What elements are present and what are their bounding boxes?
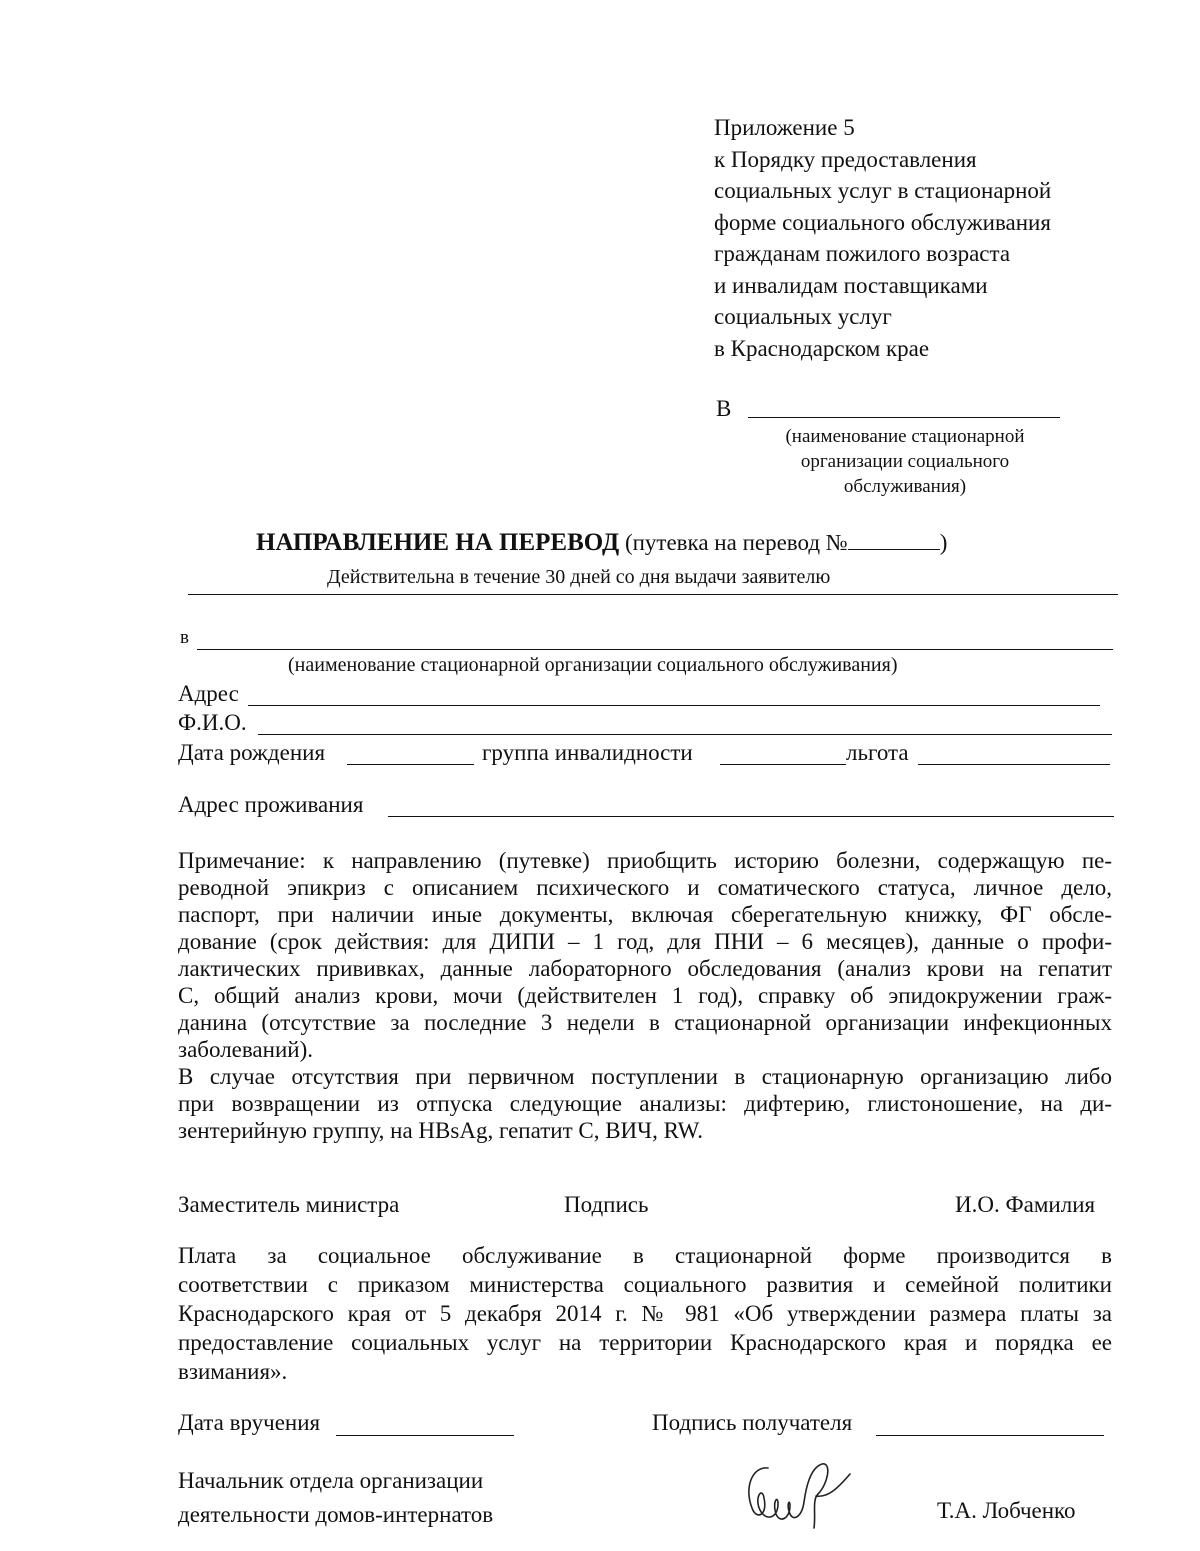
- payment-line: Краснодарского края от 5 декабря 2014 г. № 981 «Об утверждении размера платы за: [178, 1301, 1112, 1326]
- annex-line: форме социального обслуживания: [714, 209, 1051, 235]
- footer-position-line: Начальник отдела организации: [178, 1468, 484, 1493]
- caption-line: (наименование стационарной: [785, 426, 1025, 447]
- page-title: [256, 529, 947, 557]
- birth-date-field-line[interactable]: [347, 764, 474, 765]
- validity-text: Действительна в течение 30 дней со дня выдачи заявителю: [327, 566, 831, 588]
- note-line: данина (отсутствие за последние 3 недели в стационарной организации инфекционных: [178, 1010, 1112, 1035]
- delivery-date-field-line[interactable]: [336, 1435, 514, 1436]
- note-line: паспорт, при наличии иные документы, включая сберегательную книжку, ФГ обсле-: [178, 902, 1112, 927]
- annex-line: социальных услуг: [714, 304, 892, 329]
- footer-signatory-name: Т.А. Лобченко: [937, 1498, 1076, 1523]
- signature-label: Подпись: [564, 1192, 649, 1217]
- address-label: Адрес: [178, 681, 239, 706]
- in-org-field-line[interactable]: [197, 649, 1113, 650]
- annex-line: социальных услуг в стационарной: [714, 178, 1052, 203]
- caption-line: обслуживания): [843, 476, 967, 497]
- footer-position-line: деятельности домов-интернатов: [178, 1502, 494, 1527]
- annex-line: гражданам пожилого возраста: [714, 241, 1011, 266]
- payment-line: Плата за социальное обслуживание в стационарной форме производится в: [178, 1243, 1112, 1268]
- benefit-field-line[interactable]: [918, 764, 1110, 765]
- caption-line: организации социального: [800, 451, 1010, 472]
- voucher-number-field[interactable]: [848, 531, 940, 550]
- residence-label: Адрес проживания: [178, 792, 364, 817]
- title-voucher-label: (путевка на перевод №: [624, 530, 848, 555]
- in-label: в: [180, 627, 189, 648]
- recipient-signature-label: Подпись получателя: [652, 1410, 853, 1435]
- title-bold: НАПРАВЛЕНИЕ НА ПЕРЕВОД: [256, 529, 620, 556]
- benefit-label: льгота: [846, 740, 909, 765]
- annex-line: в Краснодарском крае: [714, 335, 930, 361]
- deputy-minister-label: Заместитель министра: [178, 1192, 400, 1217]
- address-field-line[interactable]: [248, 705, 1100, 706]
- in-org-caption: (наименование стационарной организации социального обслуживания): [288, 654, 898, 676]
- annex-line: и инвалидам поставщиками: [714, 272, 988, 298]
- recipient-signature-field-line[interactable]: [876, 1435, 1104, 1436]
- disability-group-field-line[interactable]: [720, 764, 846, 765]
- annex-line: Приложение 5: [714, 115, 855, 140]
- name-placeholder-label: И.О. Фамилия: [955, 1192, 1096, 1217]
- note-line: зентерийную группу, на HBsAg, гепатит С, ВИЧ, RW.: [178, 1118, 704, 1143]
- note-line: лактических прививках, данные лабораторного обследования (анализ крови на гепатит: [178, 956, 1112, 981]
- annex-line: к Порядку предоставления: [714, 146, 977, 172]
- payment-line: предоставление социальных услуг на территории Краснодарского края и порядка ее: [178, 1330, 1112, 1355]
- note-line: дование (срок действия: для ДИПИ – 1 год, для ПНИ – 6 месяцев), данные о профи-: [178, 929, 1112, 954]
- note-line: при возвращении из отпуска следующие анализы: дифтерию, глистоношение, на ди-: [178, 1091, 1112, 1116]
- note-line: В случае отсутствия при первичном поступлении в стационарную организацию либо: [178, 1064, 1112, 1089]
- note-paragraph: [178, 847, 1112, 1144]
- validity-underline: [188, 594, 1118, 595]
- payment-line: соответствии с приказом министерства социального развития и семейной политики: [178, 1272, 1112, 1297]
- to-org-field-line[interactable]: [748, 417, 1060, 418]
- fio-label: Ф.И.О.: [178, 710, 247, 735]
- note-line: С, общий анализ крови, мочи (действителен 1 год), справку об эпидокружении граж-: [178, 983, 1112, 1008]
- disability-group-label: группа инвалидности: [482, 740, 693, 765]
- annex-header: [714, 112, 1051, 364]
- footer-position: [178, 1464, 493, 1532]
- note-line: заболеваний).: [178, 1037, 313, 1062]
- note-line: Примечание: к направлению (путевке) приобщить историю болезни, содержащую пе-: [178, 848, 1112, 873]
- title-close: ): [939, 530, 948, 555]
- payment-line: взимания».: [178, 1359, 288, 1384]
- to-org-prefix: В: [716, 396, 732, 421]
- fio-field-line[interactable]: [258, 734, 1112, 735]
- handwritten-signature: [738, 1458, 858, 1538]
- payment-paragraph: [178, 1241, 1112, 1386]
- to-org-caption: [745, 424, 1065, 499]
- birth-date-label: Дата рождения: [178, 740, 326, 765]
- residence-field-line[interactable]: [388, 816, 1114, 817]
- delivery-date-label: Дата вручения: [178, 1410, 321, 1435]
- note-line: реводной эпикриз с описанием психического и соматического статуса, личное дело,: [178, 875, 1112, 900]
